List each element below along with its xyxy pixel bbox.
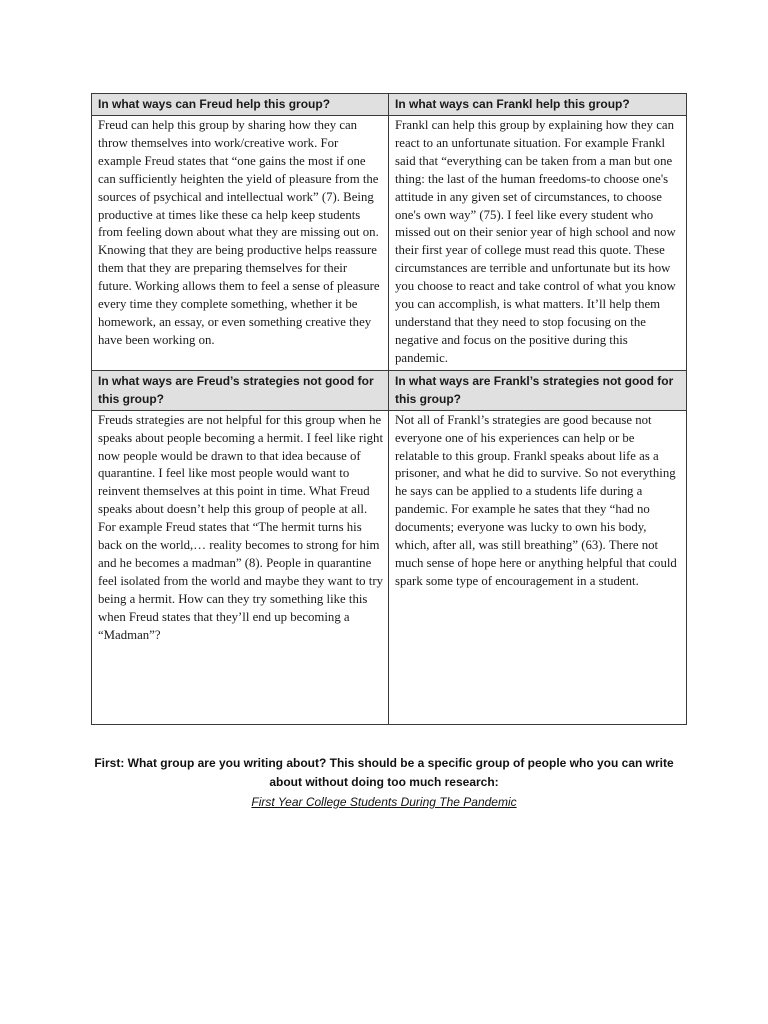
frankl-help-heading: In what ways can Frankl help this group?: [389, 94, 687, 116]
table-row: [92, 370, 687, 410]
freud-help-heading: In what ways can Freud help this group?: [92, 94, 389, 116]
comparison-table: [91, 93, 687, 725]
freud-not-good-heading: In what ways are Freud’s strategies not good for this group?: [92, 370, 389, 410]
frankl-not-good-heading: In what ways are Frankl’s strategies not good for this group?: [389, 370, 687, 410]
table-row: [92, 94, 687, 116]
table-row: [92, 410, 687, 724]
table-row: [92, 116, 687, 371]
group-prompt-answer: First Year College Students During The Pandemic: [251, 795, 517, 809]
freud-not-good-answer: Freuds strategies are not helpful for this group when he speaks about people becoming a hermit. I feel like right now people would be drawn to that idea because of quarantine. I feel like most people would want to reinvent themselves at this point in time. What Freud speaks about doesn’t help this group of people at all. For example Freud states that “The hermit turns his back on the world,… reality becomes to strong for him and he becomes a madman” (8). People in quarantine feel isolated from the world and maybe they want to try being a hermit. How can they try something like this when Freud states that they’ll end up becoming a “Madman”?: [92, 410, 389, 724]
frankl-help-answer: Frankl can help this group by explaining how they can react to an unfortunate situation. For example Frankl said that “everything can be taken from a man but one thing: the last of the human freedoms-to choose one's attitude in any given set of circumstances, to choose one's own way” (75). I feel like every student who missed out on their senior year of high school and now their first year of college must read this quote. These circumstances are terrible and unfortunate but its how you choose to react and take control of what you know you can accomplish, is what matters. It’ll help them understand that they need to stop focusing on the negative and focus on the positive during this pandemic.: [389, 116, 687, 371]
frankl-not-good-answer: Not all of Frankl’s strategies are good because not everyone one of his experiences can help or be relatable to this group. Frankl speaks about life as a prisoner, and what he did to survive. So not everything he says can be applied to a students life during a pandemic. For example he sates that they “had no documents; everyone was lucky to own his body, which, after all, was still breathing” (63). There not much sense of hope here or anything helpful that could spark some type of encouragement in a student.: [389, 410, 687, 724]
freud-help-answer: Freud can help this group by sharing how they can throw themselves into work/creative work. For example Freud states that “one gains the most if one can sufficiently heighten the yield of pleasure from the sources of psychical and intellectual work” (7). Being productive at times like these ca help keep students from feeling down about what they are missing out on. Knowing that they are being productive helps reassure them that they are preparing themselves for their future. Working allows them to feel a sense of pleasure every time they complete something, whether it be homework, an essay, or even something creative they have been working on.: [92, 116, 389, 371]
group-prompt-question: First: What group are you writing about? This should be a specific group of people who you can write about without doing too much research:: [94, 756, 674, 789]
